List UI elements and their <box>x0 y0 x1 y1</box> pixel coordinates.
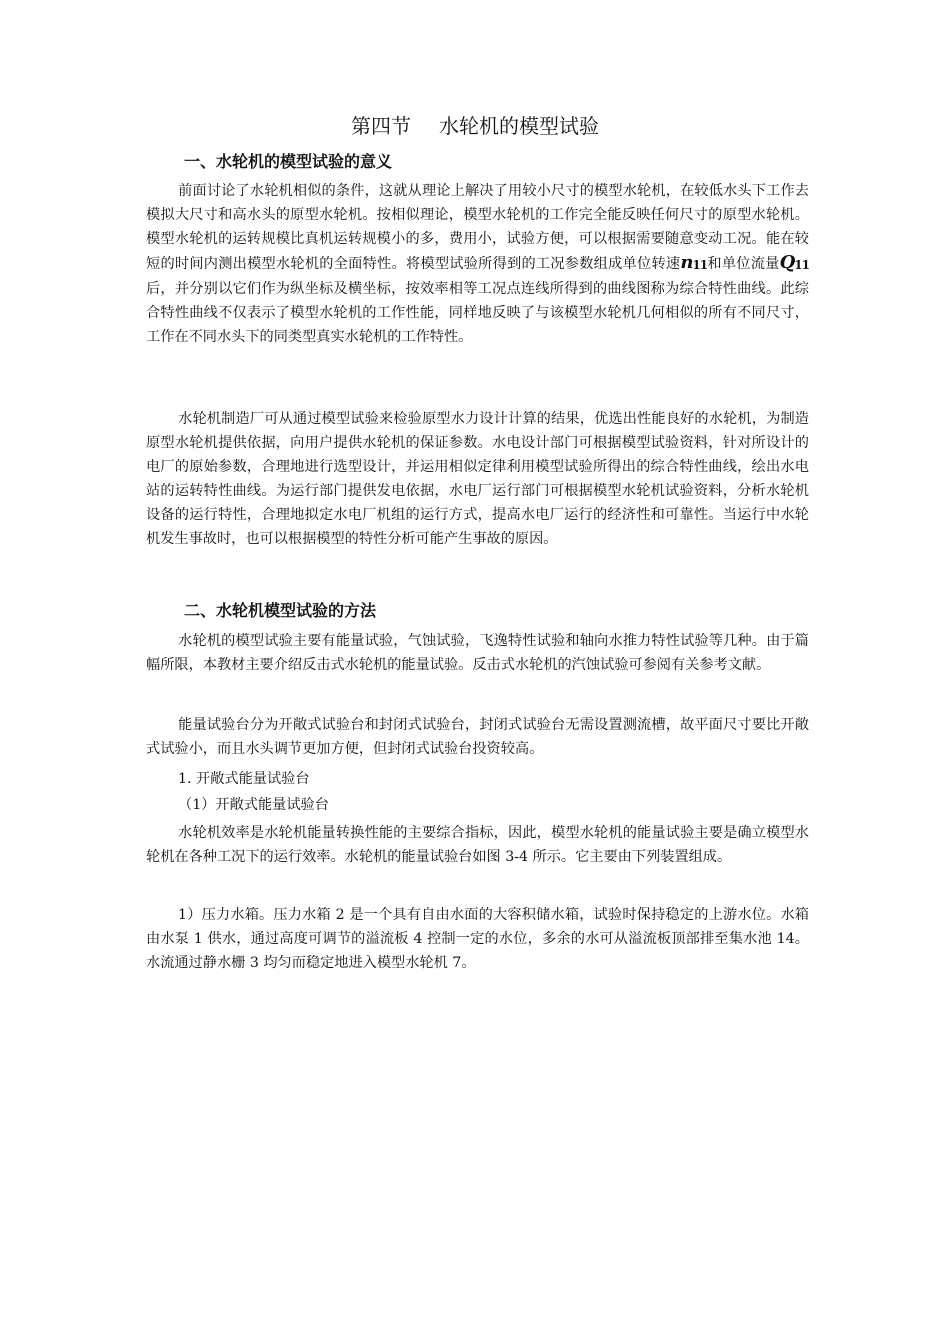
subheading-open-test-bench: 1. 开敞式能量试验台 <box>178 771 310 787</box>
paragraph-text: 后，并分别以它们作为纵坐标及横坐标，按效率相等工况点连线所得到的曲线图称为综合特性曲线。此综合特性曲线不仅表示了模型水轮机的工作性能，同样地反映了与该模型水轮机几何相似的所有不同尺寸，工作在不同水头下的同类型真实水轮机的工作特性。 <box>146 281 809 345</box>
paragraph-text: 前面讨论了水轮机相似的条件，这就从理论上解决了用较小尺寸的模型水轮机，在较低水头下工作去模拟大尺寸和高水头的原型水轮机。按相似理论，模型水轮机的工作完全能反映任何尺寸的原型水轮机。模型水轮机的运转规模比真机运转规模小的多，费用小，试验方便，可以根据需要随意变动工况。能在较短的时间内测出模型水轮机的全面特性。将模型试验所得到的工况参数组成单位转速 <box>146 183 809 272</box>
unit-flow-symbol: $Q_{11}$ <box>779 252 809 273</box>
title-section-number: 第四节 <box>351 114 411 138</box>
section2-paragraph-4: 1）压力水箱。压力水箱 2 是一个具有自由水面的大容积储水箱，试验时保持稳定的上游水位。水箱由水泵 1 供水，通过高度可调节的溢流板 4 控制一定的水位，多余的水可从溢流板顶部排至集水池 14。水流通过静水栅 3 均匀而稳定地进入模型水轮机 7。 <box>146 907 809 971</box>
section2-paragraph-1: 水轮机的模型试验主要有能量试验，气蚀试验，飞逸特性试验和轴向水推力特性试验等几种。由于篇幅所限，本教材主要介绍反击式水轮机的能量试验。反击式水轮机的汽蚀试验可参阅有关参考文献。 <box>146 633 809 673</box>
section2-paragraph-3: 水轮机效率是水轮机能量转换性能的主要综合指标，因此，模型水轮机的能量试验主要是确立模型水轮机在各种工况下的运行效率。水轮机的能量试验台如图 3-4 所示。它主要由下列装置组成。 <box>146 825 809 865</box>
subheading-open-test-bench-item: （1）开敞式能量试验台 <box>178 797 329 813</box>
section1-paragraph-1 <box>146 179 809 349</box>
section1-paragraph-2: 水轮机制造厂可从通过模型试验来检验原型水力设计计算的结果，优选出性能良好的水轮机，为制造原型水轮机提供依据，向用户提供水轮机的保证参数。水电设计部门可根据模型试验资料，针对所设计的电厂的原始参数，合理地进行选型设计，并运用相似定律利用模型试验所得出的综合特性曲线，绘出水电站的运转特性曲线。为运行部门提供发电依据，水电厂运行部门可根据模型水轮机试验资料，分析水轮机设备的运行特性，合理地拟定水电厂机组的运行方式，提高水电厂运行的经济性和可靠性。当运行中水轮机发生事故时，也可以根据模型的特性分析可能产生事故的原因。 <box>146 411 809 547</box>
section2-heading: 二、水轮机模型试验的方法 <box>184 601 377 620</box>
paragraph-text: 和单位流量 <box>707 256 780 272</box>
page-title <box>0 112 950 140</box>
unit-speed-symbol: $n_{11}$ <box>680 252 708 273</box>
section1-heading: 一、水轮机的模型试验的意义 <box>184 152 393 171</box>
section2-paragraph-2: 能量试验台分为开敞式试验台和封闭式试验台，封闭式试验台无需设置测流槽，故平面尺寸要比开敞式试验小，而且水头调节更加方便，但封闭式试验台投资较高。 <box>146 717 809 757</box>
title-section-name: 水轮机的模型试验 <box>439 114 599 138</box>
